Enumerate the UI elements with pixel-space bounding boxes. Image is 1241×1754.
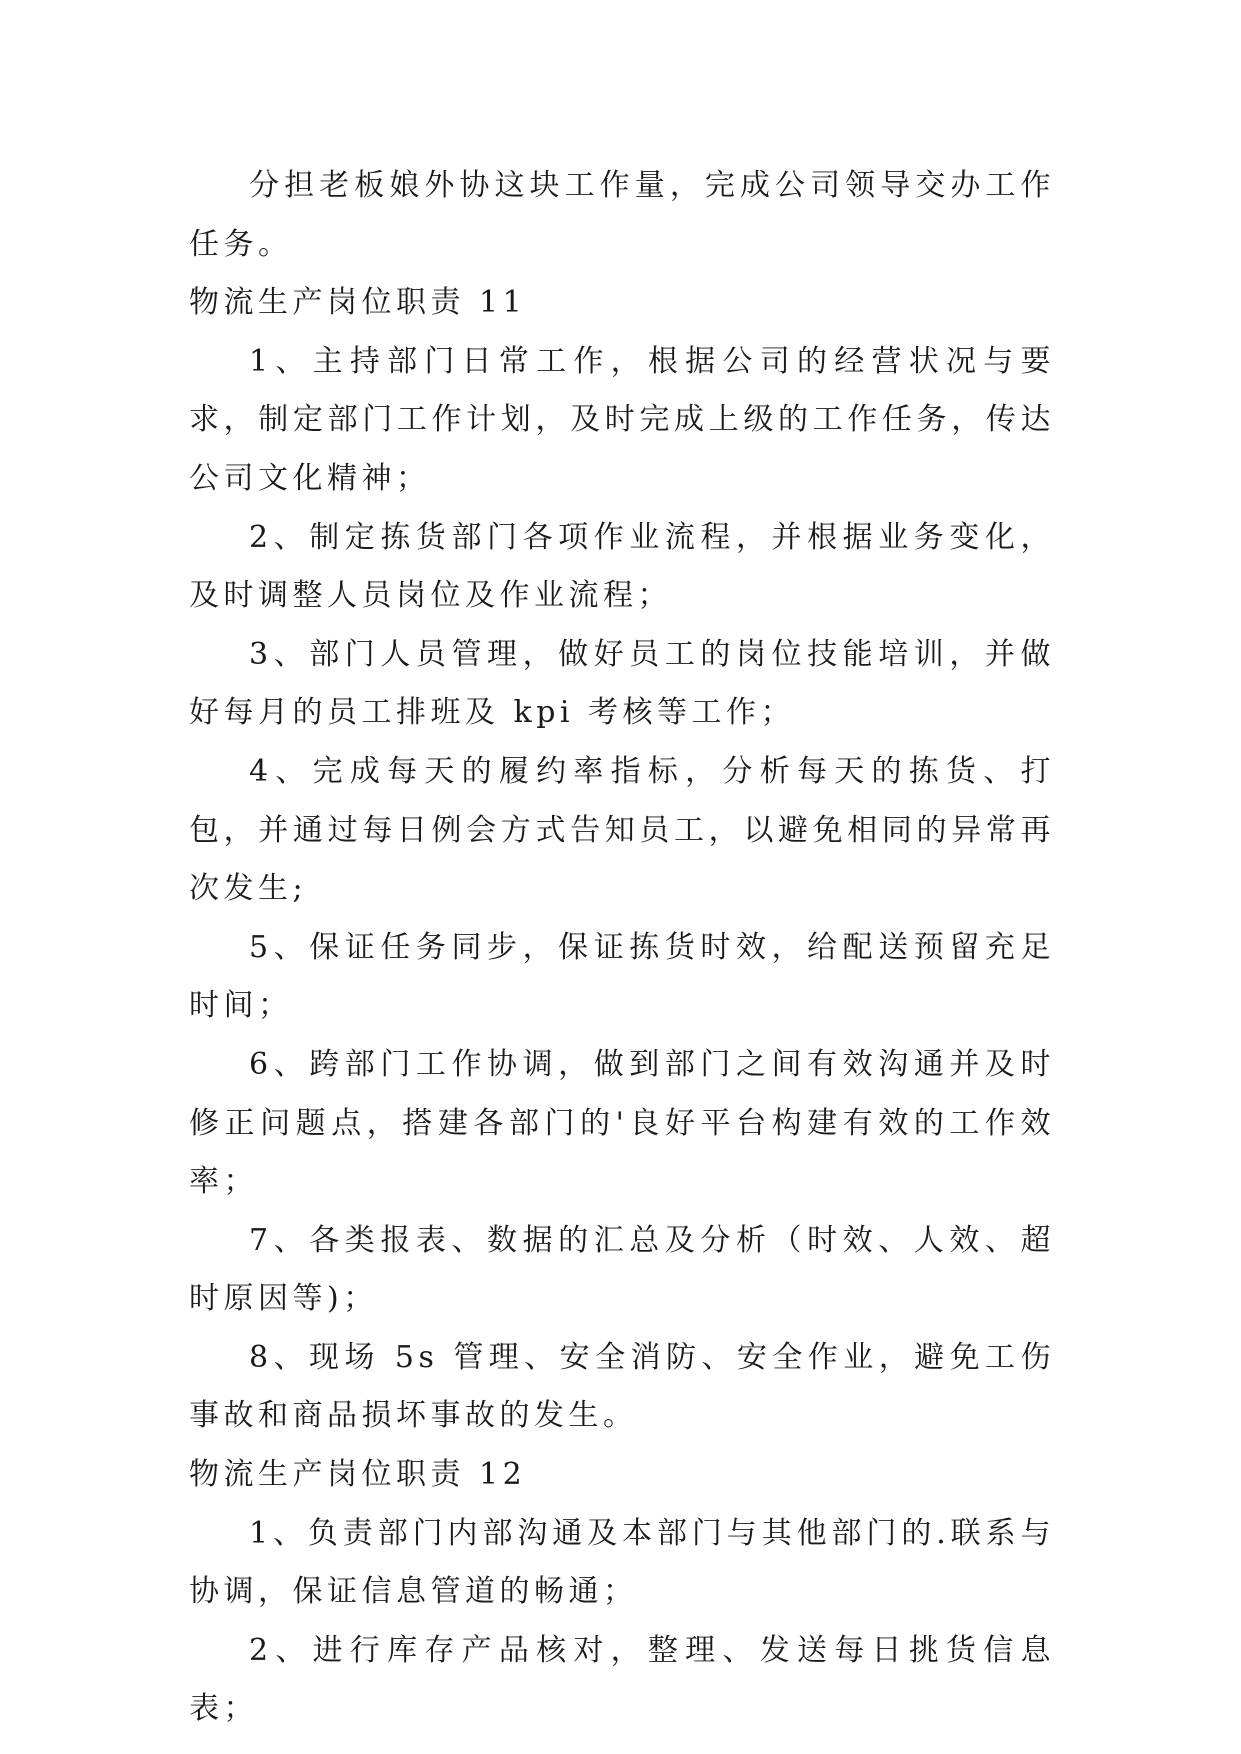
paragraph-12-item-2: 2、进行库存产品核对，整理、发送每日挑货信息表； (189, 1632, 1055, 1727)
paragraph-11-item-5: 5、保证任务同步，保证拣货时效，给配送预留充足时间； (189, 929, 1055, 1024)
paragraph-11-item-3: 3、部门人员管理，做好员工的岗位技能培训，并做好每月的员工排班及 kpi 考核等工作； (189, 636, 1055, 731)
paragraph-11-item-6: 6、跨部门工作协调，做到部门之间有效沟通并及时修正问题点，搭建各部门的'良好平台构建有效的工作效率； (189, 1046, 1055, 1200)
paragraph-11-item-8: 8、现场 5s 管理、安全消防、安全作业，避免工伤事故和商品损坏事故的发生。 (189, 1339, 1055, 1434)
paragraph-11-item-4: 4、完成每天的履约率指标，分析每天的拣货、打包，并通过每日例会方式告知员工，以避免相同的异常再次发生; (189, 753, 1055, 907)
paragraph-11-item-2: 2、制定拣货部门各项作业流程，并根据业务变化，及时调整人员岗位及作业流程； (189, 519, 1055, 614)
section-heading-12: 物流生产岗位职责 12 (189, 1457, 527, 1493)
paragraph-12-item-1: 1、负责部门内部沟通及本部门与其他部门的.联系与协调，保证信息管道的畅通； (189, 1515, 1055, 1610)
paragraph-11-item-1: 1、主持部门日常工作，根据公司的经营状况与要求，制定部门工作计划，及时完成上级的工作任务，传达公司文化精神； (189, 343, 1055, 496)
paragraph-1: 分担老板娘外协这块工作量，完成公司领导交办工作任务。 (189, 168, 1055, 262)
paragraph-11-item-7: 7、各类报表、数据的汇总及分析（时效、人效、超时原因等)； (189, 1222, 1055, 1317)
document-body (189, 157, 1055, 1739)
section-heading-11: 物流生产岗位职责 11 (189, 285, 527, 321)
